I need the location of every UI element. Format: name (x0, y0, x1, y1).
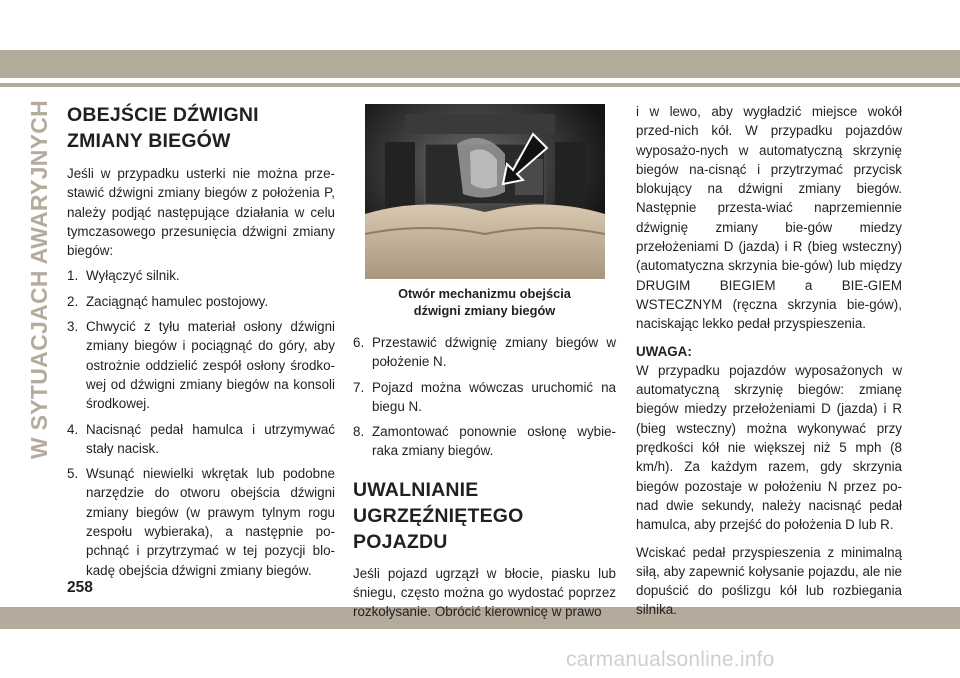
accelerator-paragraph: Wciskać pedał przyspieszenia z minimalną siłą, aby zapewnić kołysanie pojazdu, ale nie dopuścić do poślizgu kół lub rozbiegania silnika. (636, 544, 902, 618)
watermark: carmanualsonline.info (566, 648, 775, 671)
column-3 (636, 102, 902, 628)
header-stripe (0, 83, 960, 87)
stuck-vehicle-paragraph-end: i w lewo, aby wygładzić miejsce wokół przed-nich kół. W przypadku pojazdów wyposażo-nych w automatyczną skrzynię biegów na-cisnąć i przytrzymać przycisk blokujący na dźwigni zmiany biegów. Następnie przesta-wiać naprzemiennie dźwignię zmiany bie-gów miedzy przełożeniami D (jazda) i R (bieg wsteczny) (automatyczna skrzynia bie-gów) lub między DRUGIM BIEGIEM a BIE-GIEM WSTECZNYM (ręczna skrzynia bie-gów), naciskając lekko pedał przyspieszenia. (636, 104, 902, 332)
list-item: 7. Pojazd można wówczas uruchomić na biegu N. (353, 379, 616, 414)
chapter-side-tab-label: W SYTUACJACH AWARYJNYCH (26, 99, 53, 459)
list-item: 5. Wsunąć niewielki wkrętak lub podobne narzędzie do otworu obejścia dźwigni zmiany biegów (w prawym tylnym rogu zespołu wybieraka), a następnie po-pchnąć i przytrzymać w tej pozycji blo-kadę obejścia dźwigni zmiany biegów. (67, 466, 335, 578)
note-block (636, 342, 902, 535)
list-item: 1. Wyłączyć silnik. (67, 268, 180, 284)
list-item: 6. Przestawić dźwignię zmiany biegów w położenie N. (353, 335, 616, 370)
header-band (0, 50, 960, 78)
shifter-photo-illustration (365, 104, 605, 279)
page-number: 258 (67, 579, 93, 596)
column-1 (67, 102, 335, 586)
note-text: W przypadku pojazdów wyposażonych w automatyczną skrzynię biegów: zmianę biegów miedzy przełożeniami D (jazda) i R (bieg wsteczny) można wykonywać przy prędkości kół nie większej niż 5 mph (8 km/h). Za każdym razem, gdy skrzynia biegów pozostaje w położeniu N przez po-nad dwie sekundy, należy nacisnąć pedał hamulca, aby przejść do położenia D lub R. (636, 362, 902, 533)
intro-paragraph: Jeśli w przypadku usterki nie można prze-stawić dźwigni zmiany biegów z położenia P, należy podjąć następujące działania w celu tymczasowego przesunięcia dźwigni zmiany biegów: (67, 166, 335, 259)
steps-list-1 (67, 266, 335, 579)
list-item: 4. Nacisnąć pedał hamulca i utrzymywać stały nacisk. (67, 421, 335, 456)
chapter-side-tab (28, 100, 52, 458)
stuck-vehicle-paragraph-start: Jeśli pojazd ugrzązł w błocie, piasku lub śniegu, często można go wydostać poprzez rozkołysanie. Obrócić kierownicę w prawo (353, 565, 616, 620)
section-title-gear-override: OBEJŚCIE DŹWIGNI ZMIANY BIEGÓW (67, 104, 259, 152)
shifter-override-photo (365, 104, 605, 279)
note-label: UWAGA: (636, 343, 692, 359)
section-title-stuck-vehicle: UWALNIANIE UGRZĘŹNIĘTEGO POJAZDU (353, 478, 524, 553)
list-item: 8. Zamontować ponownie osłonę wybie-raka zmiany biegów. (353, 424, 616, 459)
list-item: 3. Chwycić z tyłu materiał osłony dźwigni zmiany biegów i pociągnąć do góry, aby ostrożnie oddzielić zespół osłony środko-wej od dźwigni zmiany biegów na konsoli środkowej. (67, 319, 335, 412)
list-item: 2. Zaciągnąć hamulec postojowy. (67, 293, 269, 309)
figure-caption: Otwór mechanizmu obejścia dźwigni zmiany biegów (398, 286, 571, 318)
column-2 (353, 104, 616, 628)
steps-list-2 (353, 333, 616, 461)
